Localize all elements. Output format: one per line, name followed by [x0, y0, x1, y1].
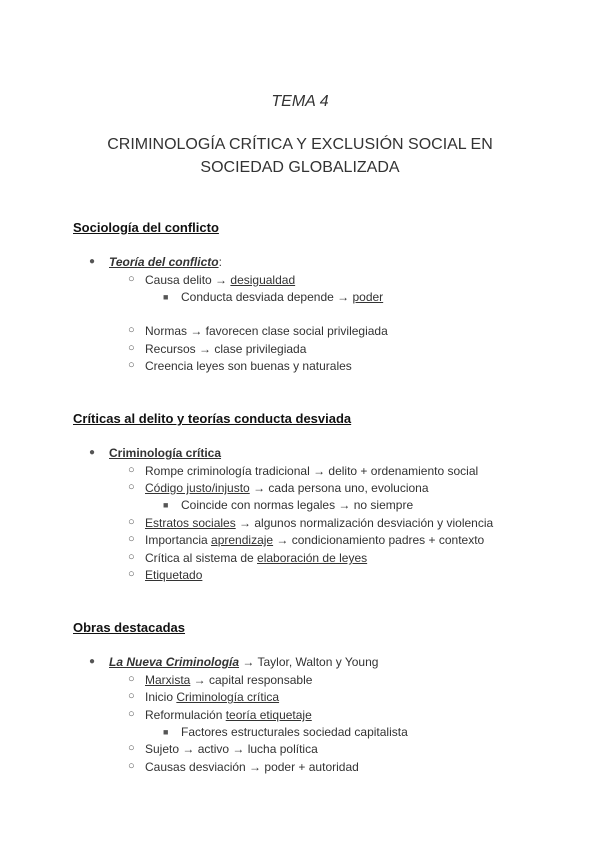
circle-bullet: ○ [128, 708, 135, 720]
circle-bullet: ○ [128, 481, 135, 493]
item-conducta-desviada: Conducta desviada depende → poder [181, 290, 384, 304]
item-recursos: Recursos → clase privilegiada [145, 342, 307, 356]
item-inicio: Inicio Criminología crítica [145, 690, 280, 704]
square-bullet: ■ [163, 500, 169, 510]
circle-bullet: ○ [128, 760, 135, 772]
disc-bullet: ● [89, 447, 96, 458]
item-normas: Normas → favorecen clase social privilegiada [145, 324, 388, 338]
bullet-criminologia-critica: Criminología crítica [109, 446, 222, 460]
disc-bullet: ● [89, 256, 96, 267]
item-rompe: Rompe criminología tradicional → delito + ordenamiento social [145, 464, 479, 478]
item-factores: Factores estructurales sociedad capitalista [181, 725, 408, 739]
item-sujeto: Sujeto → activo → lucha política [145, 742, 318, 756]
item-causa-delito: Causa delito → desigualdad [145, 273, 296, 287]
circle-bullet: ○ [128, 516, 135, 528]
circle-bullet: ○ [128, 742, 135, 754]
item-critica-sistema: Crítica al sistema de elaboración de leyes [145, 551, 368, 565]
circle-bullet: ○ [128, 273, 135, 285]
circle-bullet: ○ [128, 359, 135, 371]
circle-bullet: ○ [128, 551, 135, 563]
circle-bullet: ○ [128, 690, 135, 702]
circle-bullet: ○ [128, 568, 135, 580]
circle-bullet: ○ [128, 533, 135, 545]
title-line-1: CRIMINOLOGÍA CRÍTICA Y EXCLUSIÓN SOCIAL EN [107, 136, 493, 153]
square-bullet: ■ [163, 727, 169, 737]
disc-bullet: ● [89, 656, 96, 667]
circle-bullet: ○ [128, 342, 135, 354]
item-reformulacion: Reformulación teoría etiquetaje [145, 708, 312, 722]
item-estratos: Estratos sociales → algunos normalización desviación y violencia [145, 516, 494, 530]
item-importancia: Importancia aprendizaje → condicionamiento padres + contexto [145, 533, 485, 547]
section-heading-criticas: Críticas al delito y teorías conducta desviada [73, 411, 352, 426]
circle-bullet: ○ [128, 324, 135, 336]
square-bullet: ■ [163, 292, 169, 302]
circle-bullet: ○ [128, 464, 135, 476]
item-etiquetado: Etiquetado [145, 568, 203, 582]
item-causas: Causas desviación → poder + autoridad [145, 760, 359, 774]
circle-bullet: ○ [128, 673, 135, 685]
item-marxista: Marxista → capital responsable [145, 673, 313, 687]
item-codigo: Código justo/injusto → cada persona uno, evoluciona [145, 481, 429, 495]
tema-label: TEMA 4 [271, 93, 329, 110]
item-creencia: Creencia leyes son buenas y naturales [145, 359, 352, 373]
section-heading-obras: Obras destacadas [73, 620, 186, 635]
section-heading-sociologia: Sociología del conflicto [73, 220, 219, 235]
bullet-teoria-conflicto: Teoría del conflicto: [109, 255, 222, 269]
bullet-nueva-criminologia: La Nueva Criminología → Taylor, Walton y Young [109, 655, 379, 669]
title-line-2: SOCIEDAD GLOBALIZADA [200, 159, 400, 176]
item-coincide: Coincide con normas legales → no siempre [181, 498, 414, 512]
